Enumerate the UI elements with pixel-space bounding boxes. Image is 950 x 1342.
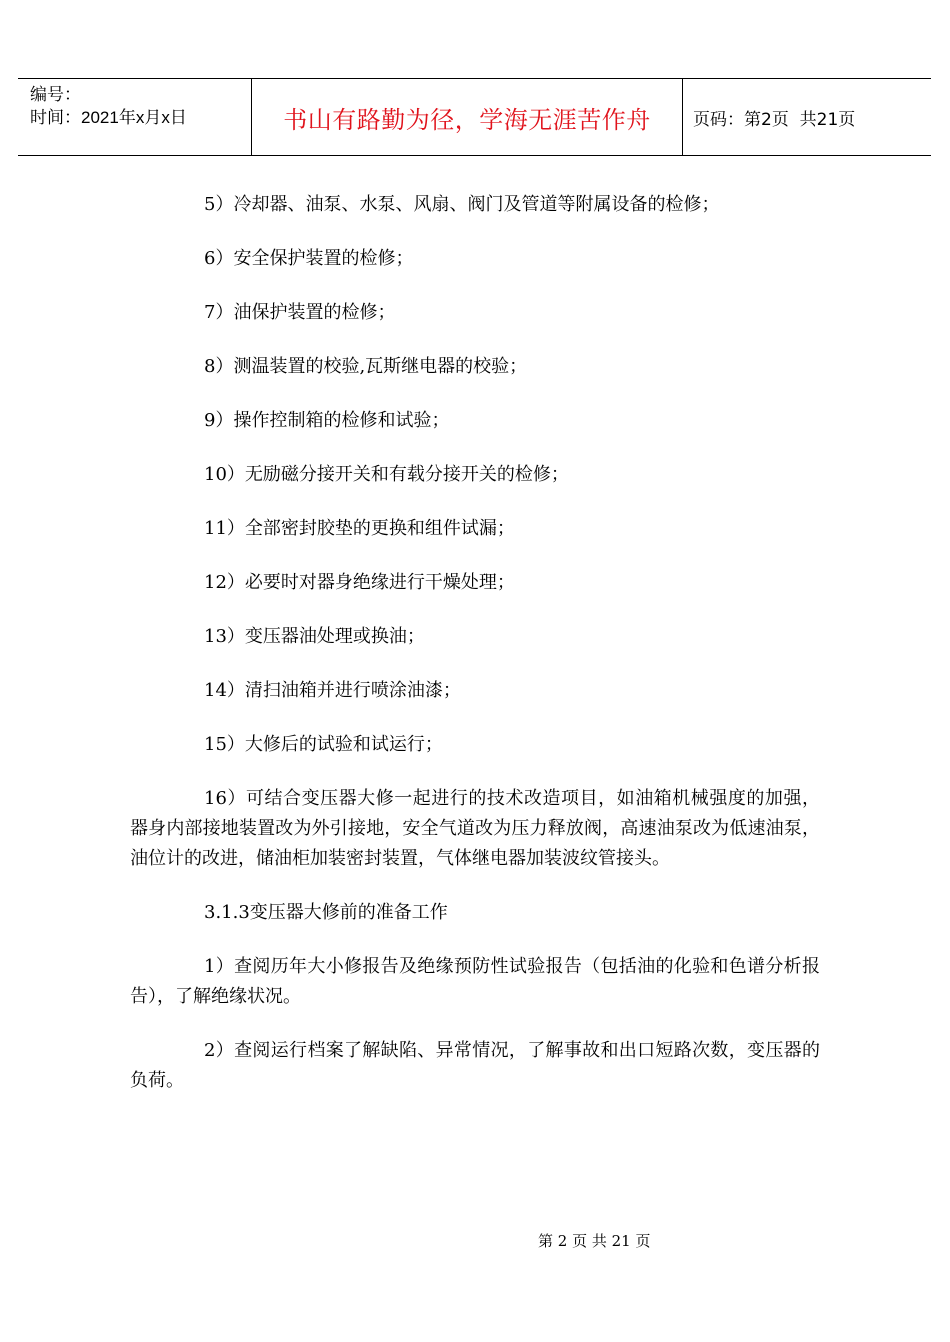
page-header [18,78,931,156]
header-page-number: 页码：第2页 共21页 [693,109,856,130]
paragraph: 8）测温装置的校验,瓦斯继电器的校验； [204,356,528,377]
paragraph: 5）冷却器、油泵、水泵、风扇、阀门及管道等附属设备的检修； [204,194,720,215]
header-divider [682,79,683,155]
paragraph: 12）必要时对器身绝缘进行干燥处理； [204,572,515,593]
paragraph: 2）查阅运行档案了解缺陷、异常情况，了解事故和出口短路次数，变压器的负荷。 [130,1040,820,1091]
paragraph: 14）清扫油箱并进行喷涂油漆； [204,680,461,701]
header-motto: 书山有路勤为径，学海无涯苦作舟 [283,105,651,134]
paragraph: 6）安全保护装置的检修； [204,248,414,269]
footer-page-number: 第 2 页 共 21 页 [538,1232,651,1250]
paragraph: 10）无励磁分接开关和有载分接开关的检修； [204,464,569,485]
paragraph: 16）可结合变压器大修一起进行的技术改造项目，如油箱机械强度的加强，器身内部接地装置改为外引接地，安全气道改为压力释放阀，高速油泵改为低速油泵，油位计的改进，储油柜加装密封装置，气体继电器加装波纹管接头。 [130,788,820,869]
section-heading: 3.1.3变压器大修前的准备工作 [204,902,448,923]
paragraph: 13）变压器油处理或换油； [204,626,425,647]
document-time-label: 时间：2021年x月x日 [30,108,187,127]
paragraph: 1）查阅历年大小修报告及绝缘预防性试验报告（包括油的化验和色谱分析报告），了解绝缘状况。 [130,956,820,1007]
paragraph: 11）全部密封胶垫的更换和组件试漏； [204,518,515,539]
paragraph: 9）操作控制箱的检修和试验； [204,410,450,431]
paragraph: 15）大修后的试验和试运行； [204,734,443,755]
document-number-label: 编号： [30,85,81,104]
paragraph: 7）油保护装置的检修； [204,302,396,323]
document-body [130,190,820,1120]
header-meta [30,83,187,129]
